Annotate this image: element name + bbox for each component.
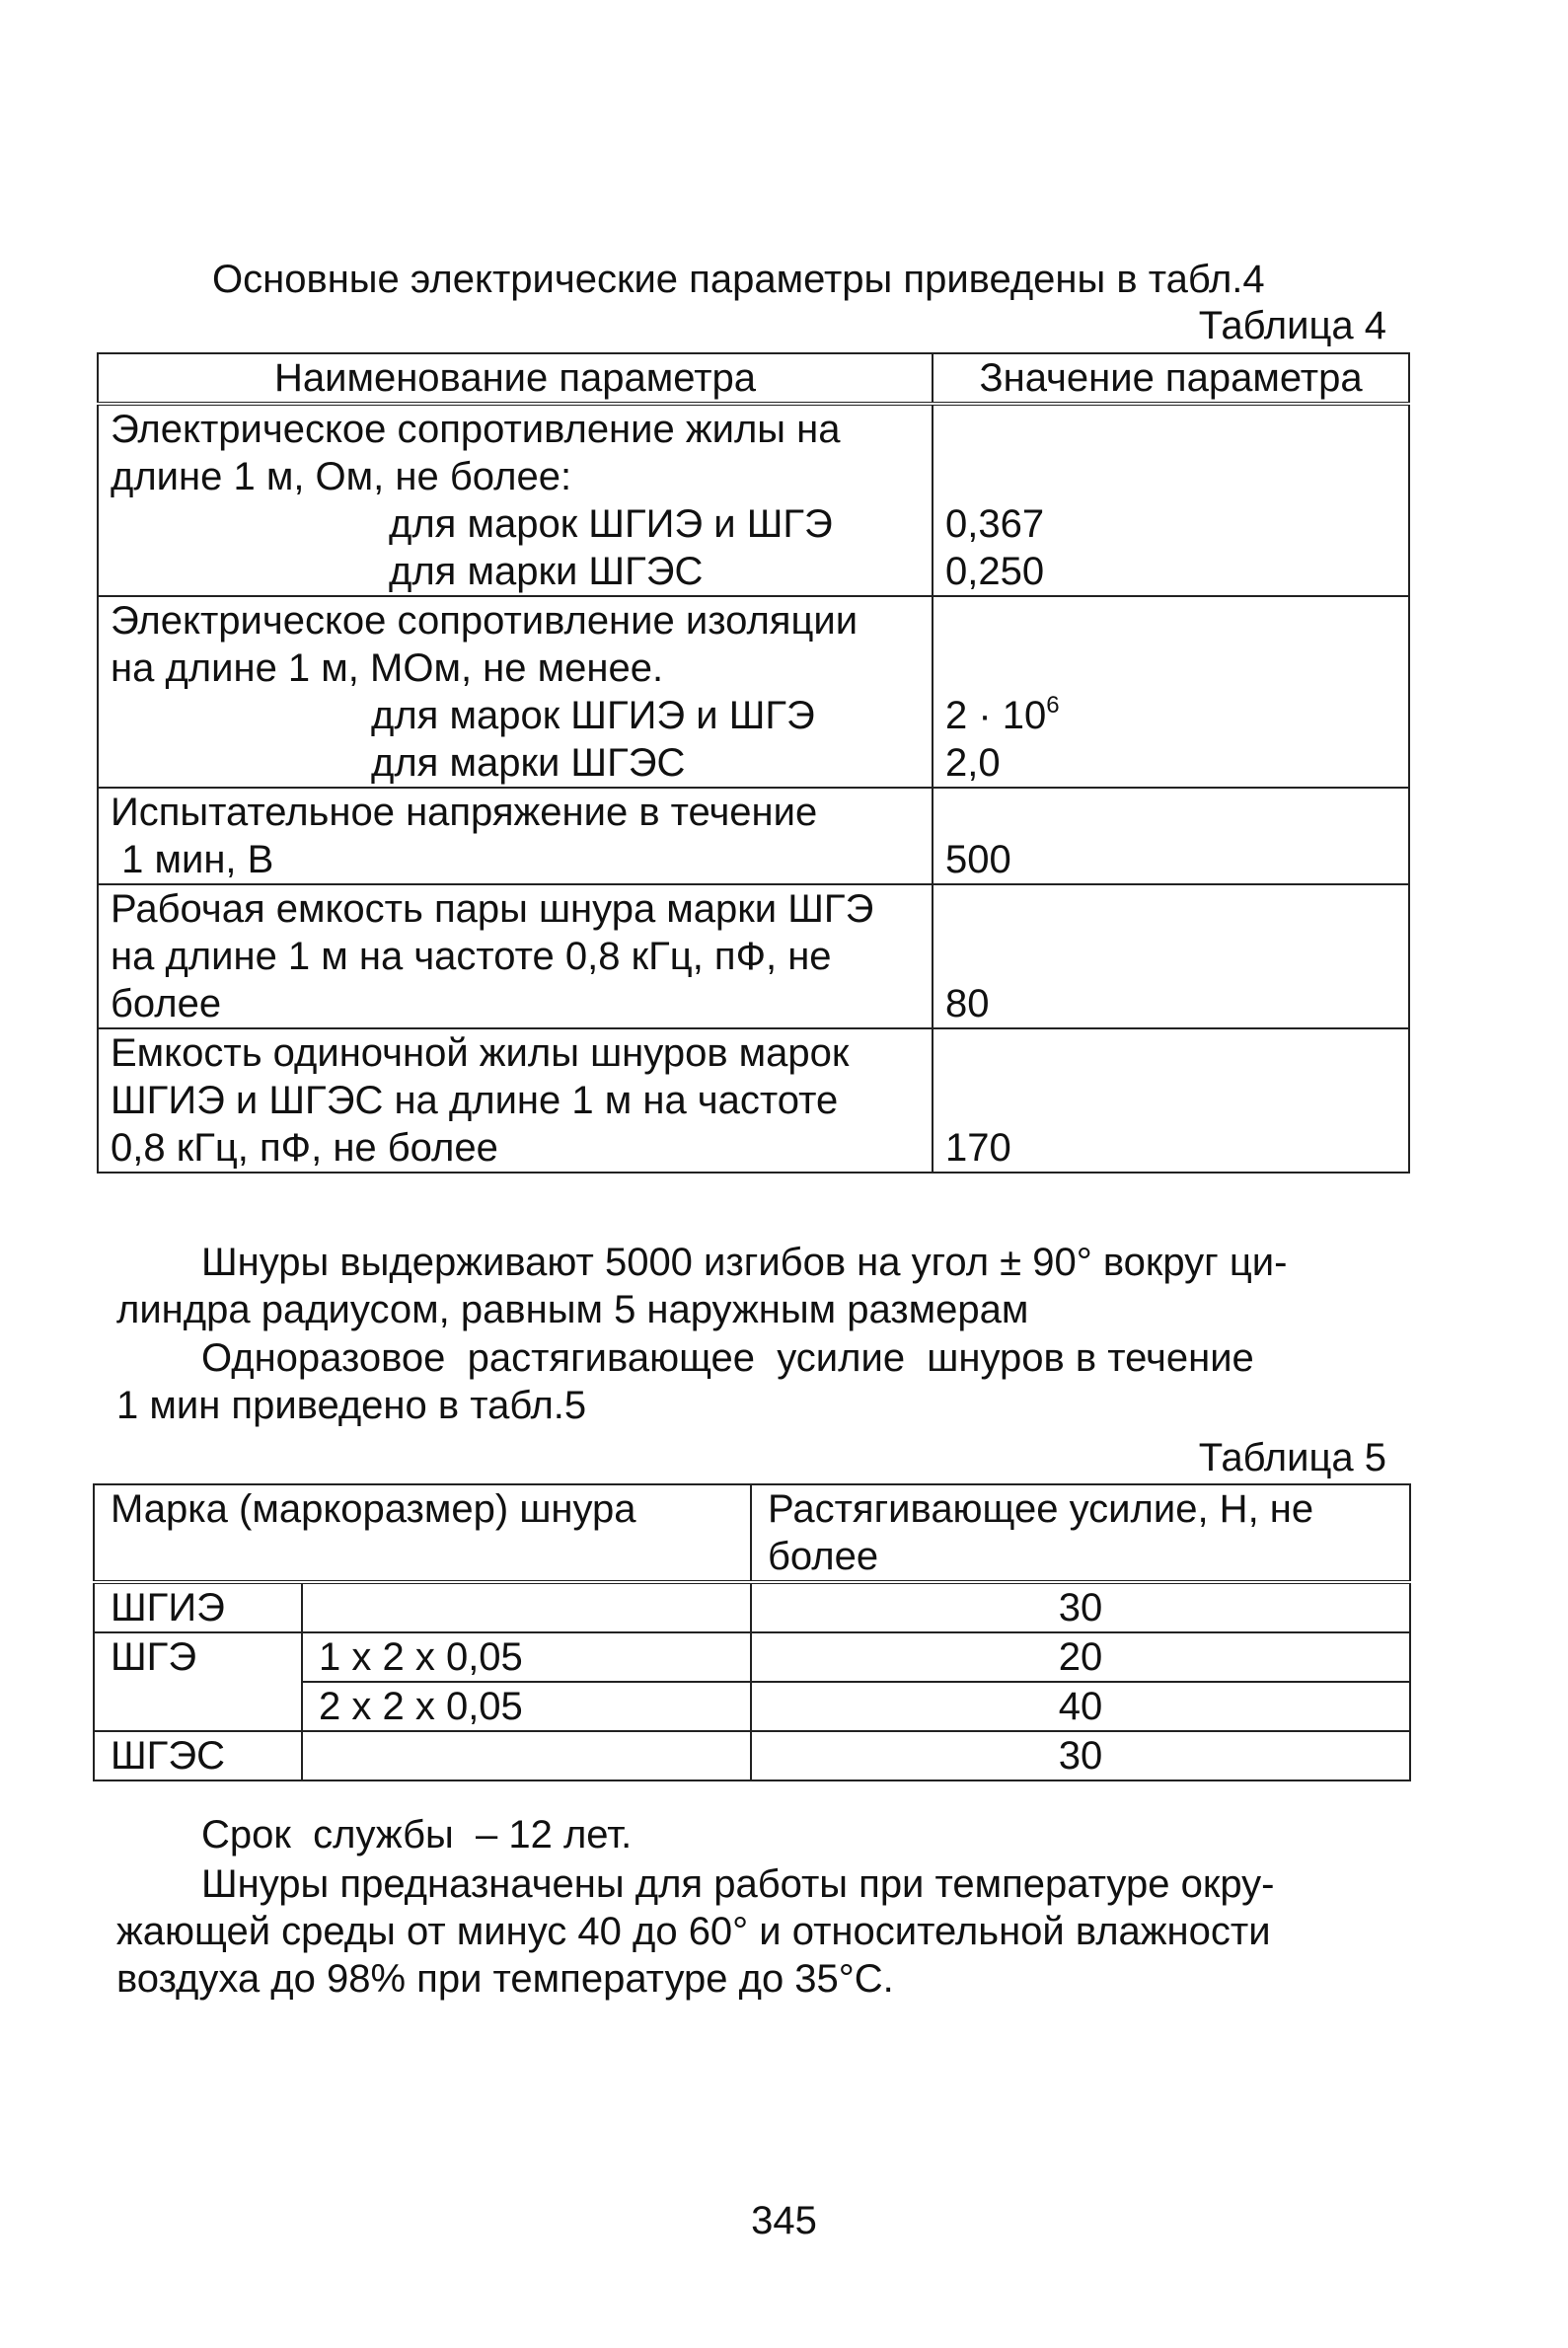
mark-cell: ШГЭ bbox=[94, 1632, 302, 1731]
table-row bbox=[98, 788, 1409, 884]
table-row bbox=[94, 1582, 1410, 1632]
table-row bbox=[98, 1028, 1409, 1173]
param-value-text: 170 bbox=[945, 1126, 1011, 1170]
param-name bbox=[98, 404, 933, 596]
paragraph-line: 1 мин приведено в табл.5 bbox=[116, 1384, 587, 1427]
param-name bbox=[98, 788, 933, 884]
param-value bbox=[933, 884, 1409, 1028]
paragraph-line: линдра радиусом, равным 5 наружным размерам bbox=[116, 1288, 1029, 1331]
param-line: Испытательное напряжение в течение bbox=[111, 791, 818, 834]
paragraph-line: Одноразовое растягивающее усилие шнуров в течение bbox=[201, 1336, 1254, 1380]
param-value-text: 80 bbox=[945, 982, 990, 1025]
paragraph-line: воздуха до 98% при температуре до 35°С. bbox=[116, 1957, 894, 2001]
service-life-text: Срок службы – 12 лет. bbox=[201, 1813, 633, 1856]
force-cell: 20 bbox=[751, 1632, 1410, 1682]
table5-header-row bbox=[94, 1484, 1410, 1582]
param-value bbox=[933, 404, 1409, 596]
value-base: 2 · 10 bbox=[945, 694, 1047, 737]
param-line: 0,8 кГц, пФ, не более bbox=[111, 1126, 498, 1170]
table5 bbox=[93, 1483, 1411, 1781]
table4-header-name: Наименование параметра bbox=[98, 353, 933, 404]
param-sub-label: для марки ШГЭС bbox=[389, 550, 704, 593]
table-row bbox=[94, 1731, 1410, 1780]
mark-cell: ШГИЭ bbox=[94, 1582, 302, 1632]
table4-caption: Таблица 4 bbox=[1198, 304, 1386, 347]
page-number: 345 bbox=[751, 2199, 817, 2242]
param-value bbox=[933, 788, 1409, 884]
force-cell: 30 bbox=[751, 1731, 1410, 1780]
table5-caption: Таблица 5 bbox=[1198, 1436, 1386, 1479]
param-line: ШГИЭ и ШГЭС на длине 1 м на частоте bbox=[111, 1079, 839, 1122]
table5-header-mark: Марка (маркоразмер) шнура bbox=[94, 1484, 751, 1582]
table5-header-force bbox=[751, 1484, 1410, 1582]
paragraph-line: жающей среды от минус 40 до 60° и относительной влажности bbox=[116, 1910, 1271, 1953]
table4-header-row bbox=[98, 353, 1409, 404]
mark-cell: ШГЭС bbox=[94, 1731, 302, 1780]
param-value bbox=[933, 596, 1409, 788]
param-value-text: 2,0 bbox=[945, 741, 1001, 785]
param-line: 1 мин, В bbox=[111, 838, 274, 881]
param-sub-label: для марки ШГЭС bbox=[371, 741, 686, 785]
table4 bbox=[97, 352, 1410, 1174]
param-name bbox=[98, 1028, 933, 1173]
table-row bbox=[98, 596, 1409, 788]
param-line: длине 1 м, Ом, не более: bbox=[111, 455, 572, 498]
intro-text: Основные электрические параметры приведены в табл.4 bbox=[212, 258, 1265, 301]
param-sub-label: для марок ШГИЭ и ШГЭ bbox=[371, 694, 815, 737]
param-line: на длине 1 м на частоте 0,8 кГц, пФ, не bbox=[111, 935, 832, 978]
param-name bbox=[98, 884, 933, 1028]
size-cell: 2 x 2 x 0,05 bbox=[302, 1682, 751, 1731]
param-value-text: 0,250 bbox=[945, 550, 1045, 593]
param-value bbox=[933, 1028, 1409, 1173]
param-line: Рабочая емкость пары шнура марки ШГЭ bbox=[111, 887, 874, 931]
header-line: Растягивающее усилие, Н, не bbox=[768, 1487, 1314, 1531]
header-line: более bbox=[768, 1535, 879, 1578]
paragraph-line: Шнуры выдерживают 5000 изгибов на угол ± 90° вокруг ци- bbox=[201, 1241, 1288, 1284]
param-line: Электрическое сопротивление изоляции bbox=[111, 599, 859, 643]
table-row bbox=[98, 404, 1409, 596]
param-sub-label: для марок ШГИЭ и ШГЭ bbox=[389, 502, 833, 546]
size-cell bbox=[302, 1582, 751, 1632]
size-cell bbox=[302, 1731, 751, 1780]
param-name bbox=[98, 596, 933, 788]
paragraph-line: Шнуры предназначены для работы при температуре окру- bbox=[201, 1862, 1275, 1906]
param-line: более bbox=[111, 982, 222, 1025]
table4-header-value: Значение параметра bbox=[933, 353, 1409, 404]
param-value-text bbox=[945, 692, 1396, 739]
table-row bbox=[98, 884, 1409, 1028]
force-cell: 40 bbox=[751, 1682, 1410, 1731]
param-line: на длине 1 м, МОм, не менее. bbox=[111, 646, 664, 690]
table-row bbox=[94, 1632, 1410, 1682]
param-line: Емкость одиночной жилы шнуров марок bbox=[111, 1031, 850, 1075]
param-value-text: 0,367 bbox=[945, 502, 1045, 546]
size-cell: 1 x 2 x 0,05 bbox=[302, 1632, 751, 1682]
value-exponent: 6 bbox=[1046, 692, 1060, 719]
force-cell: 30 bbox=[751, 1582, 1410, 1632]
param-line: Электрическое сопротивление жилы на bbox=[111, 408, 841, 451]
param-value-text: 500 bbox=[945, 838, 1011, 881]
